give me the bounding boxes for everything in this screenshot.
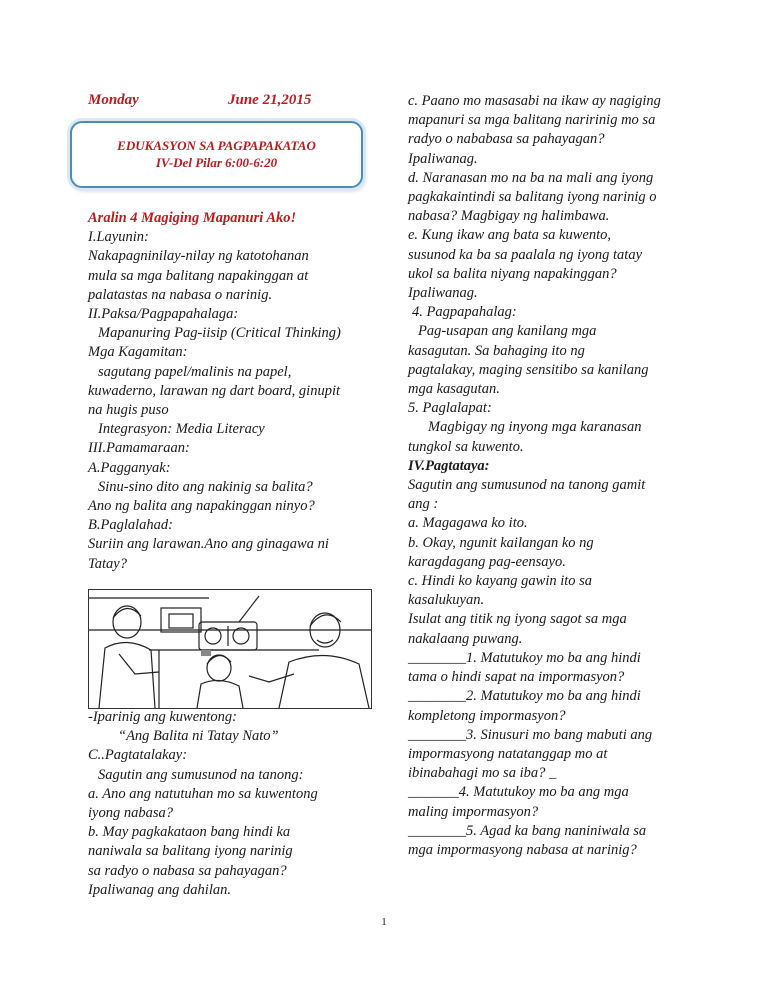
text-line: b. Okay, ngunit kailangan ko ng <box>408 534 594 551</box>
text-line: III.Pamamaraan: <box>88 440 190 457</box>
text-line: Tatay? <box>88 555 127 572</box>
left-column <box>88 209 378 574</box>
text-line: Mga Kagamitan: <box>88 344 188 361</box>
left-column-continued <box>88 708 378 900</box>
text-line: ibinabahagi mo sa iba? _ <box>408 765 557 782</box>
text-line: A.Pagganyak: <box>88 459 171 476</box>
text-line: Sagutin ang sumusunod na tanong gamit <box>408 477 646 494</box>
text-line: ukol sa balita niyang napakinggan? <box>408 265 617 282</box>
text-line: ________5. Agad ka bang naniniwala sa <box>408 822 647 839</box>
text-line: radyo o nababasa sa pahayagan? <box>408 131 605 148</box>
page-number: 1 <box>381 916 387 928</box>
text-line: kuwaderno, larawan ng dart board, ginupit <box>88 382 341 399</box>
text-line: ________1. Matutukoy mo ba ang hindi <box>408 649 641 666</box>
section-schedule: IV-Del Pilar 6:00-6:20 <box>155 155 278 170</box>
text-line: karagdagang pag-eensayo. <box>408 553 566 570</box>
text-line: Ipaliwanag ang dahilan. <box>88 881 231 898</box>
text-line: I.Layunin: <box>88 229 149 246</box>
text-line: _______4. Matutukoy mo ba ang mga <box>408 784 629 801</box>
text-line: tama o hindi sapat na impormasyon? <box>408 669 625 686</box>
text-line: Pag-usapan ang kanilang mga <box>418 323 597 340</box>
text-line: c. Paano mo masasabi na ikaw ay nagiging <box>408 93 661 109</box>
text-line: tungkol sa kuwento. <box>408 438 524 455</box>
family-radio-drawing <box>89 590 371 708</box>
text-line: sa radyo o nabasa sa pahayagan? <box>88 862 287 879</box>
text-line: pagkakaintindi sa balitang iyong narinig o <box>408 189 657 206</box>
text-line: 4. Pagpapahalag: <box>412 304 517 321</box>
text-line: Integrasyon: Media Literacy <box>98 421 265 438</box>
text-line: a. Ano ang natutuhan mo sa kuwentong <box>88 785 318 802</box>
text-line: 5. Paglalapat: <box>408 400 492 417</box>
text-line: mapanuri sa mga balitang naririnig mo sa <box>408 112 656 129</box>
subject-title: EDUKASYON SA PAGPAPAKATAO <box>117 138 316 153</box>
text-line: e. Kung ikaw ang bata sa kuwento, <box>408 227 611 244</box>
text-line: Sinu-sino dito ang nakinig sa balita? <box>98 478 313 495</box>
text-line: mula sa mga balitang napakinggan at <box>88 267 309 284</box>
day-label: Monday <box>88 92 139 108</box>
text-line: Nakapagninilay-nilay ng katotohanan <box>88 248 309 265</box>
text-line: Ano ng balita ang napakinggan ninyo? <box>88 498 315 515</box>
text-line: kasalukuyan. <box>408 592 485 609</box>
text-line: Isulat ang titik ng iyong sagot sa mga <box>408 611 627 628</box>
text-line: ________2. Matutukoy mo ba ang hindi <box>408 688 641 705</box>
title-box <box>70 121 363 188</box>
text-line: naniwala sa balitang iyong narinig <box>88 843 293 860</box>
text-line: B.Paglalahad: <box>88 517 173 534</box>
text-line: kasagutan. Sa bahaging ito ng <box>408 342 585 359</box>
text-line: c. Hindi ko kayang gawin ito sa <box>408 573 593 590</box>
text-line: II.Paksa/Pagpapahalaga: <box>88 306 239 323</box>
text-line: kompletong impormasyon? <box>408 707 566 724</box>
listening-to-radio-illustration <box>88 589 372 709</box>
right-column <box>408 92 698 860</box>
text-line: ________3. Sinusuri mo bang mabuti ang <box>408 726 653 743</box>
section-heading: IV.Pagtataya: <box>408 457 490 474</box>
text-line: C..Pagtatalakay: <box>88 747 188 764</box>
text-line: mga kasagutan. <box>408 381 500 398</box>
text-line: -Iparinig ang kuwentong: <box>88 709 238 725</box>
text-line: Ipaliwanag. <box>408 285 478 302</box>
text-line: Sagutin ang sumusunod na tanong: <box>98 766 304 783</box>
text-line: b. May pagkakataon bang hindi ka <box>88 824 291 841</box>
text-line: na hugis puso <box>88 402 169 419</box>
text-line: d. Naranasan mo na ba na mali ang iyong <box>408 169 654 186</box>
text-line: pagtalakay, maging sensitibo sa kanilang <box>408 361 649 378</box>
text-line: iyong nabasa? <box>88 805 173 822</box>
lesson-title: Aralin 4 Magiging Mapanuri Ako! <box>88 210 297 226</box>
text-line: susunod ka ba sa paalala ng iyong tatay <box>408 246 643 263</box>
text-line: ang : <box>408 496 439 513</box>
text-line: palatastas na nabasa o narinig. <box>88 286 273 303</box>
text-line: maling impormasyon? <box>408 803 539 820</box>
text-line: Magbigay ng inyong mga karanasan <box>428 419 642 436</box>
text-line: nakalaang puwang. <box>408 630 523 647</box>
text-line: Suriin ang larawan.Ano ang ginagawa ni <box>88 536 329 553</box>
text-line: Mapanuring Pag-iisip (Critical Thinking) <box>98 325 341 342</box>
text-line: a. Magagawa ko ito. <box>408 515 528 532</box>
text-line: Ipaliwanag. <box>408 150 478 167</box>
text-line: impormasyong natatanggap mo at <box>408 745 608 762</box>
date-label: June 21,2015 <box>228 92 312 108</box>
text-line: nabasa? Magbigay ng halimbawa. <box>408 208 610 225</box>
story-title: “Ang Balita ni Tatay Nato” <box>118 728 279 745</box>
text-line: mga impormasyong nabasa at narinig? <box>408 841 637 858</box>
text-line: sagutang papel/malinis na papel, <box>98 363 292 380</box>
